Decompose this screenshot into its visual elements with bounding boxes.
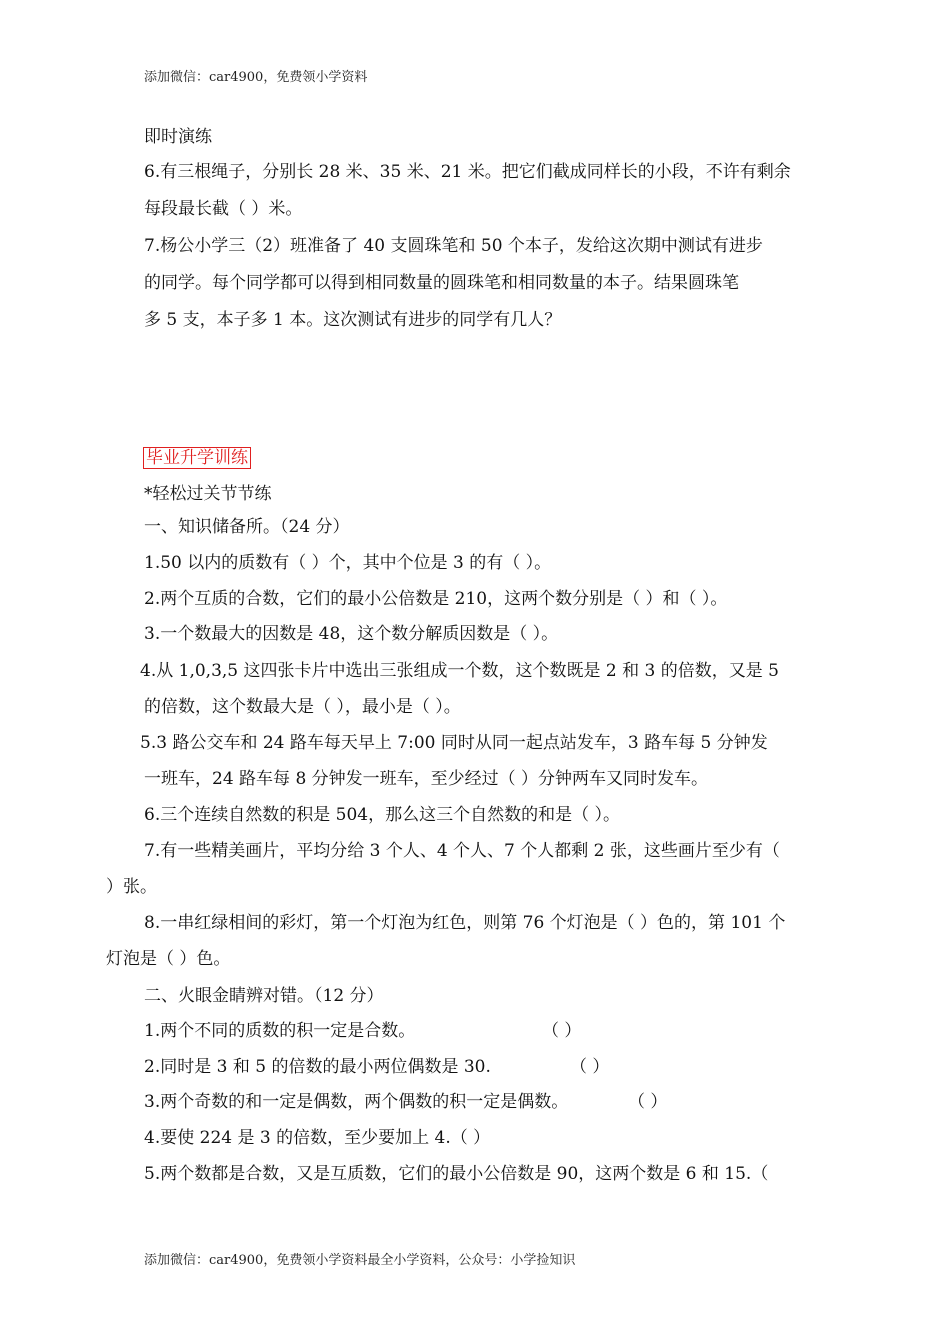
practice-line: 多 5 支，本子多 1 本。这次测试有进步的同学有几人？ [144,310,562,330]
judge-line: 4.要使 224 是 3 的倍数，至少要加上 4.（ ） [144,1128,491,1148]
question-line: 的倍数，这个数最大是（ ），最小是（ ）。 [144,697,461,717]
practice-line: 7.杨公小学三（2）班准备了 40 支圆珠笔和 50 个本子，发给这次期中测试有进步 [144,236,763,256]
judge-line: 3.两个奇数的和一定是偶数，两个偶数的积一定是偶数。 [144,1092,569,1112]
judge-line: 2.同时是 3 和 5 的倍数的最小两位偶数是 30. [144,1057,491,1077]
question-line: 6.三个连续自然数的积是 504，那么这三个自然数的和是（ ）。 [144,805,620,825]
question-line: 7.有一些精美画片，平均分给 3 个人、4 个人、7 个人都剩 2 张，这些画片至少有（ [144,841,780,861]
practice-line: 6.有三根绳子，分别长 28 米、35 米、21 米。把它们截成同样长的小段，不许有剩余 [144,162,791,182]
question-line: 1.50 以内的质数有（ ）个，其中个位是 3 的有（ ）。 [144,553,552,573]
answer-bracket: （ ） [628,1092,668,1112]
question-line: 8.一串红绿相间的彩灯，第一个灯泡为红色，则第 76 个灯泡是（ ）色的，第 101 个 [144,913,786,933]
question-line: ）张。 [106,877,157,897]
section1-title: 一、知识储备所。（24 分） [144,517,350,537]
question-line: 3.一个数最大的因数是 48，这个数分解质因数是（ ）。 [144,624,559,644]
training-tag: 毕业升学训练 [143,447,251,469]
section2-title: 二、火眼金睛辨对错。（12 分） [144,986,384,1006]
answer-bracket: （ ） [542,1021,582,1041]
question-line: 5.3 路公交车和 24 路车每天早上 7:00 同时从同一起点站发车，3 路车每 5 分钟发 [140,733,768,753]
practice-line: 的同学。每个同学都可以得到相同数量的圆珠笔和相同数量的本子。结果圆珠笔 [144,273,739,293]
question-line: 4.从 1,0,3,5 这四张卡片中选出三张组成一个数，这个数既是 2 和 3 的倍数，又是 5 [140,661,779,681]
question-line: 一班车，24 路车每 8 分钟发一班车，至少经过（ ）分钟两车又同时发车。 [144,769,709,789]
judge-line: 1.两个不同的质数的积一定是合数。 [144,1021,416,1041]
training-subtitle: *轻松过关节节练 [144,484,272,504]
judge-line: 5.两个数都是合数，又是互质数，它们的最小公倍数是 90，这两个数是 6 和 15.（ [144,1164,769,1184]
question-line: 2.两个互质的合数，它们的最小公倍数是 210，这两个数分别是（ ）和（ ）。 [144,589,728,609]
question-line: 灯泡是（ ）色。 [106,949,231,969]
practice-line: 每段最长截（ ）米。 [144,199,303,219]
practice-title: 即时演练 [144,127,212,147]
page-footer: 添加微信：car4900，免费领小学资料最全小学资料，公众号：小学捡知识 [144,1253,576,1268]
page-header: 添加微信：car4900，免费领小学资料 [144,70,368,85]
answer-bracket: （ ） [570,1057,610,1077]
